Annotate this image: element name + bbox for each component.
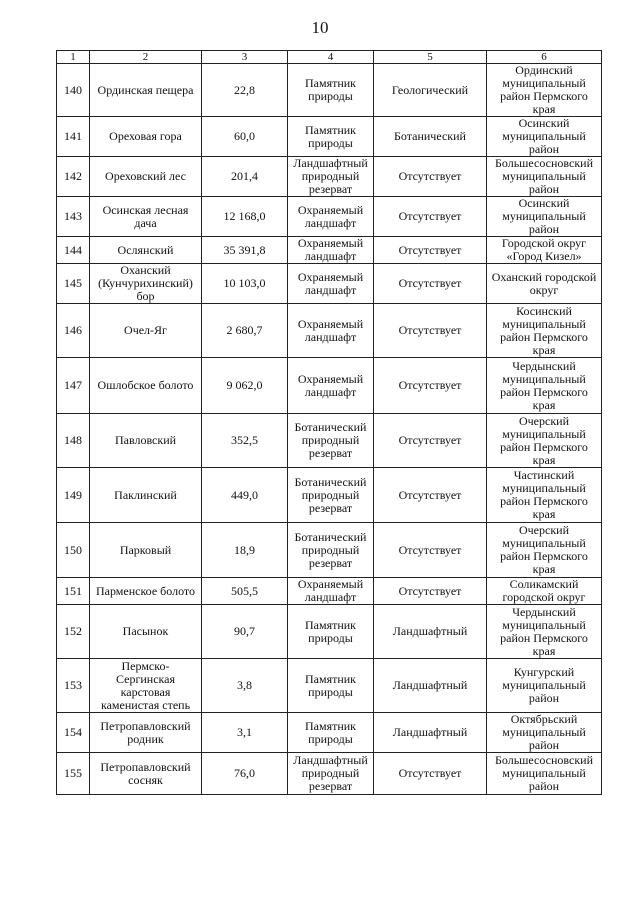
area-hectares: 12 168,0 (202, 197, 288, 237)
area-category: Охраняемый ландшафт (288, 237, 374, 264)
table-row (57, 117, 602, 157)
area-category: Ботанический природный резерват (288, 414, 374, 468)
area-category: Памятник природы (288, 713, 374, 753)
area-location: Частинский муниципальный район Пермского края (487, 468, 602, 523)
table-row (57, 523, 602, 578)
area-category: Памятник природы (288, 659, 374, 713)
area-hectares: 35 391,8 (202, 237, 288, 264)
column-number-row (57, 51, 602, 64)
area-hectares: 505,5 (202, 578, 288, 605)
column-header: 3 (202, 51, 288, 64)
row-number: 150 (57, 523, 90, 578)
area-hectares: 60,0 (202, 117, 288, 157)
area-name: Павловский (90, 414, 202, 468)
area-name: Очел-Яг (90, 304, 202, 358)
area-name: Ординская пещера (90, 64, 202, 117)
area-category: Охраняемый ландшафт (288, 578, 374, 605)
area-name: Оханский (Кунчурихинский) бор (90, 264, 202, 304)
table-row (57, 358, 602, 414)
table-row (57, 605, 602, 659)
table-row (57, 578, 602, 605)
area-hectares: 22,8 (202, 64, 288, 117)
area-location: Очерский муниципальный район Пермского края (487, 414, 602, 468)
row-number: 141 (57, 117, 90, 157)
area-profile: Отсутствует (374, 197, 487, 237)
row-number: 145 (57, 264, 90, 304)
area-category: Памятник природы (288, 64, 374, 117)
table-row (57, 753, 602, 795)
area-name: Петропавловский сосняк (90, 753, 202, 795)
column-header: 6 (487, 51, 602, 64)
area-profile: Отсутствует (374, 578, 487, 605)
area-hectares: 449,0 (202, 468, 288, 523)
area-location: Кунгурский муниципальный район (487, 659, 602, 713)
area-category: Ландшафтный природный резерват (288, 753, 374, 795)
area-category: Памятник природы (288, 605, 374, 659)
area-hectares: 201,4 (202, 157, 288, 197)
area-name: Парковый (90, 523, 202, 578)
row-number: 155 (57, 753, 90, 795)
row-number: 148 (57, 414, 90, 468)
area-profile: Отсутствует (374, 414, 487, 468)
area-profile: Ботанический (374, 117, 487, 157)
area-location: Чердынский муниципальный район Пермского края (487, 358, 602, 414)
area-name: Парменское болото (90, 578, 202, 605)
area-hectares: 3,8 (202, 659, 288, 713)
table-row (57, 659, 602, 713)
area-profile: Геологический (374, 64, 487, 117)
area-profile: Отсутствует (374, 264, 487, 304)
area-category: Охраняемый ландшафт (288, 197, 374, 237)
area-hectares: 9 062,0 (202, 358, 288, 414)
page-number: 10 (311, 18, 329, 37)
area-hectares: 3,1 (202, 713, 288, 753)
area-location: Большесосновский муниципальный район (487, 753, 602, 795)
table-row (57, 157, 602, 197)
area-profile: Ландшафтный (374, 713, 487, 753)
protected-areas-table (56, 50, 602, 795)
row-number: 146 (57, 304, 90, 358)
area-name: Ореховский лес (90, 157, 202, 197)
area-name: Петропавловский родник (90, 713, 202, 753)
area-name: Ослянский (90, 237, 202, 264)
area-profile: Отсутствует (374, 358, 487, 414)
area-profile: Отсутствует (374, 157, 487, 197)
area-hectares: 18,9 (202, 523, 288, 578)
row-number: 142 (57, 157, 90, 197)
area-name: Ошлобское болото (90, 358, 202, 414)
table-body (57, 64, 602, 795)
area-category: Охраняемый ландшафт (288, 358, 374, 414)
table-row (57, 237, 602, 264)
table-row (57, 414, 602, 468)
row-number: 153 (57, 659, 90, 713)
row-number: 151 (57, 578, 90, 605)
area-name: Паклинский (90, 468, 202, 523)
table-row (57, 713, 602, 753)
area-profile: Ландшафтный (374, 659, 487, 713)
area-location: Городской округ «Город Кизел» (487, 237, 602, 264)
column-header: 5 (374, 51, 487, 64)
area-category: Ботанический природный резерват (288, 523, 374, 578)
row-number: 154 (57, 713, 90, 753)
row-number: 147 (57, 358, 90, 414)
column-header: 1 (57, 51, 90, 64)
area-category: Ботанический природный резерват (288, 468, 374, 523)
area-name: Ореховая гора (90, 117, 202, 157)
area-location: Большесосновский муниципальный район (487, 157, 602, 197)
area-hectares: 352,5 (202, 414, 288, 468)
area-hectares: 2 680,7 (202, 304, 288, 358)
table-row (57, 197, 602, 237)
area-location: Ординский муниципальный район Пермского края (487, 64, 602, 117)
table-row (57, 304, 602, 358)
area-location: Осинский муниципальный район (487, 197, 602, 237)
area-profile: Ландшафтный (374, 605, 487, 659)
area-profile: Отсутствует (374, 237, 487, 264)
area-category: Памятник природы (288, 117, 374, 157)
area-location: Чердынский муниципальный район Пермского края (487, 605, 602, 659)
area-hectares: 10 103,0 (202, 264, 288, 304)
area-category: Охраняемый ландшафт (288, 264, 374, 304)
area-location: Соликамский городской округ (487, 578, 602, 605)
area-location: Осинский муниципальный район (487, 117, 602, 157)
row-number: 140 (57, 64, 90, 117)
area-name: Пермско-Сергинская карстовая каменистая степь (90, 659, 202, 713)
area-profile: Отсутствует (374, 753, 487, 795)
area-category: Охраняемый ландшафт (288, 304, 374, 358)
area-hectares: 76,0 (202, 753, 288, 795)
area-location: Очерский муниципальный район Пермского края (487, 523, 602, 578)
row-number: 143 (57, 197, 90, 237)
area-profile: Отсутствует (374, 304, 487, 358)
area-name: Осинская лесная дача (90, 197, 202, 237)
area-profile: Отсутствует (374, 468, 487, 523)
table-row (57, 264, 602, 304)
column-header: 2 (90, 51, 202, 64)
area-location: Октябрьский муниципальный район (487, 713, 602, 753)
area-profile: Отсутствует (374, 523, 487, 578)
column-header: 4 (288, 51, 374, 64)
row-number: 152 (57, 605, 90, 659)
table-row (57, 64, 602, 117)
table-row (57, 468, 602, 523)
area-name: Пасынок (90, 605, 202, 659)
row-number: 144 (57, 237, 90, 264)
area-location: Оханский городской округ (487, 264, 602, 304)
area-hectares: 90,7 (202, 605, 288, 659)
area-location: Косинский муниципальный район Пермского края (487, 304, 602, 358)
area-category: Ландшафтный природный резерват (288, 157, 374, 197)
row-number: 149 (57, 468, 90, 523)
